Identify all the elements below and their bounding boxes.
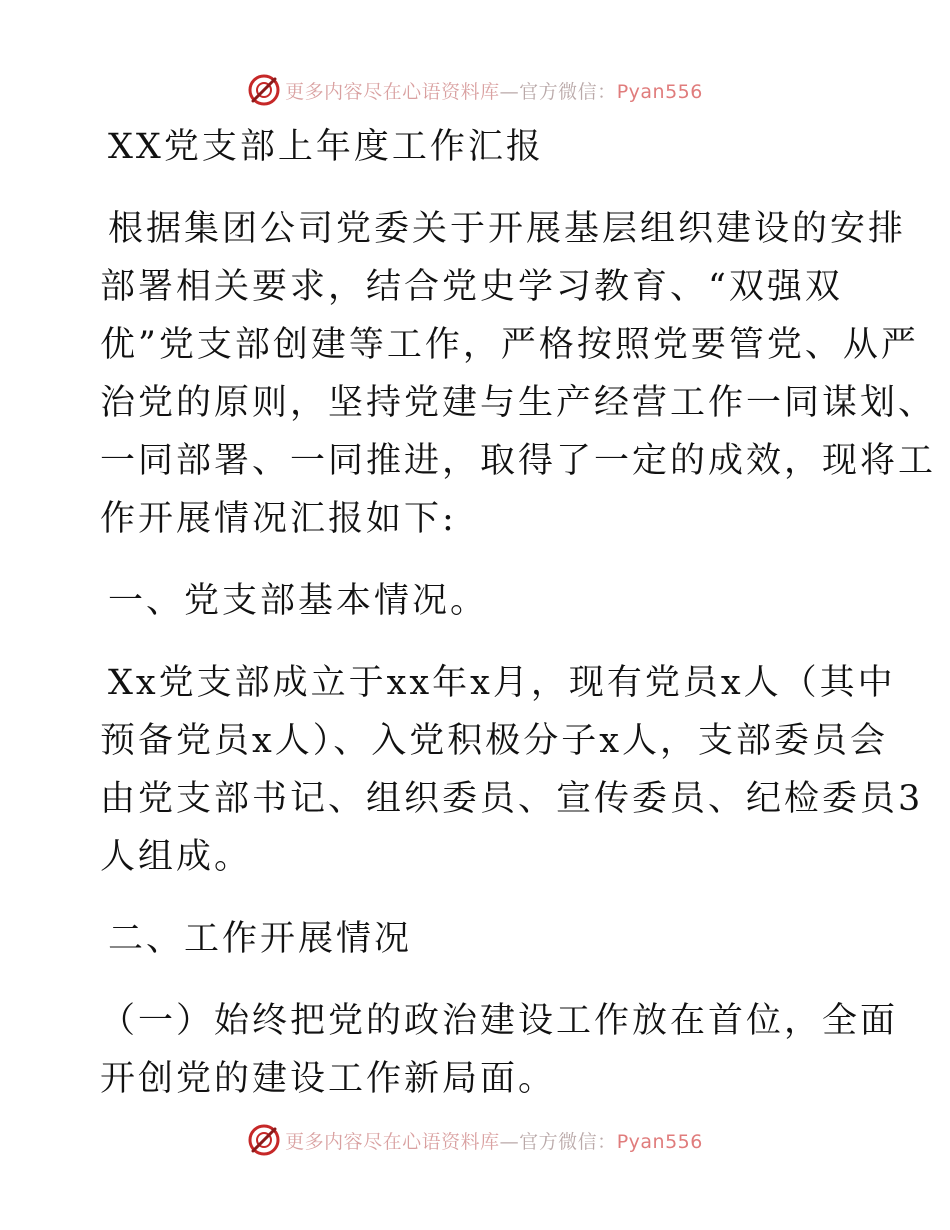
section1-line: 人组成。 [100,837,253,877]
intro-line: 治党的原则，坚持党建与生产经营工作一同谋划、 [100,383,937,423]
banner-text [285,77,703,104]
banner-text [285,1127,703,1154]
section1-line: 预备党员x人）、入党积极分子x人，支部委员会 [100,721,888,761]
section2-heading: 二、工作开展情况 [108,919,413,959]
intro-line: 根据集团公司党委关于开展基层组织建设的安排 [108,209,907,249]
section1-line: Xx党支部成立于xx年x月，现有党员x人（其中 [108,663,896,703]
header-banner [0,70,950,110]
banner-separator: — [499,1130,520,1153]
section1-line: 由党支部书记、组织委员、宣传委员、纪检委员3 [100,779,924,819]
intro-line: 一同部署、一同推进，取得了一定的成效，现将工 [100,441,937,481]
footer-banner [0,1120,950,1160]
banner-separator: — [499,80,520,103]
document-title: XX党支部上年度工作汇报 [108,127,544,167]
intro-line: 部署相关要求，结合党史学习教育、“双强双 [100,267,843,307]
section1-heading: 一、党支部基本情况。 [108,581,489,621]
intro-line: 作开展情况汇报如下: [100,499,457,539]
banner-brand: 更多内容尽在心语资料库 [285,80,500,103]
banner-account: Pyan556 [616,1130,703,1153]
banner-wechat-label: 官方微信： [519,80,617,103]
subsection1-line: （一）始终把党的政治建设工作放在首位，全面 [100,1001,899,1041]
brand-logo-icon [247,1123,281,1157]
banner-account: Pyan556 [616,80,703,103]
document-body [100,118,937,1108]
banner-wechat-label: 官方微信： [519,1130,617,1153]
intro-line: 优”党支部创建等工作，严格按照党要管党、从严 [100,325,919,365]
banner-brand: 更多内容尽在心语资料库 [285,1130,500,1153]
brand-logo-icon [247,73,281,107]
subsection1-line: 开创党的建设工作新局面。 [100,1059,557,1099]
